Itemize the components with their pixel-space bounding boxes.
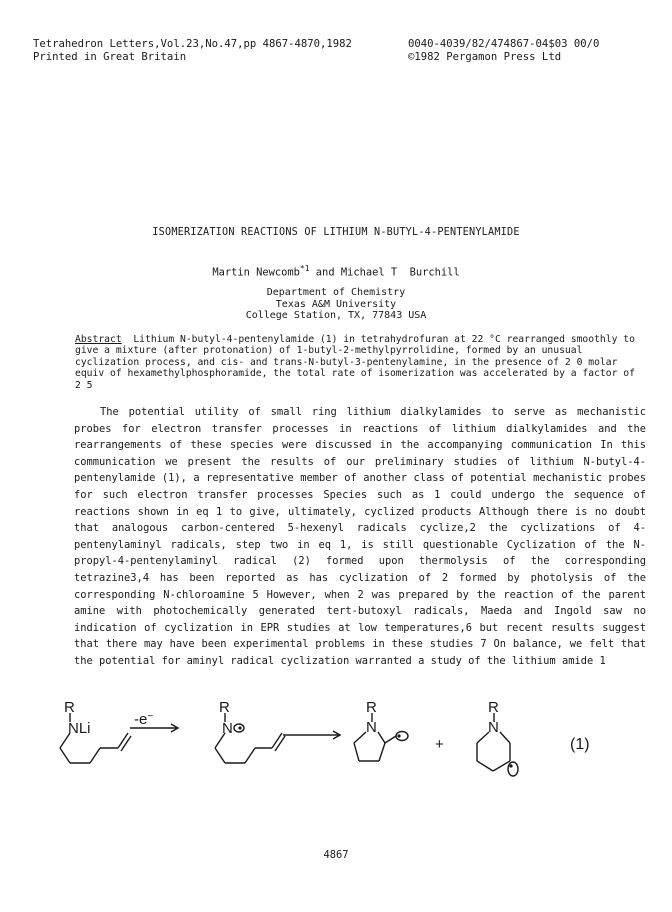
abstract-label: Abstract — [75, 334, 122, 345]
author-line — [0, 264, 672, 278]
nli-label: NLi — [68, 720, 91, 737]
affiliation-address: College Station, TX, 77843 USA — [245, 310, 427, 321]
r-group-label: R — [488, 700, 499, 716]
copyright-block — [408, 38, 599, 64]
affiliation-department: Department of Chemistry — [266, 287, 406, 298]
printed-line: Printed in Great Britain — [33, 51, 187, 63]
paper-title: ISOMERIZATION REACTIONS OF LITHIUM N-BUTYL-4-PENTENYLAMIDE — [152, 227, 520, 238]
author-2: Michael T Burchill — [340, 266, 460, 279]
r-group-label: R — [64, 700, 75, 716]
issn-line: 0040-4039/82/474867-04$03 00/0 — [408, 38, 600, 50]
reaction-scheme-eq1 — [50, 700, 620, 850]
r-group-label: R — [219, 700, 230, 716]
n-label: N — [222, 720, 233, 737]
r-group-label: R — [366, 700, 377, 716]
page-number: 4867 — [323, 849, 349, 861]
author-joiner: and — [309, 266, 341, 279]
affiliation-university: Texas A&M University — [275, 298, 397, 310]
abstract-text: Lithium N-butyl-4-pentenylamide (1) in tetrahydrofuran at 22 °C rearranged smoothly to give a mixture (after protonation) of 1-butyl-2-methylpyrrolidine, formed by an unusual cyclization process, and cis- and trans-N-butyl-3-pentenylamine, in the presence of 2 0 molar equiv of hexamethylphosphoramide, the total rate of isomerization was accelerated by a factor of 2 5 — [75, 334, 635, 391]
citation-line: Tetrahedron Letters,Vol.23,No.47,pp 4867-4870,1982 — [33, 38, 352, 50]
author-1-footnote-mark: *1 — [299, 264, 310, 273]
affiliation — [0, 287, 672, 322]
copyright-line: ©1982 Pergamon Press Ltd — [408, 51, 562, 63]
author-1: Martin Newcomb — [212, 266, 300, 279]
n-label: N — [366, 719, 377, 736]
plus-sign: + — [435, 736, 444, 753]
body-paragraph: The potential utility of small ring lithium dialkylamides to serve as mechanistic probes for electron transfer processes in reactions of lithium dialkylamides and the rearrangements of these species were discussed in the accompanying communication In this communication we present the results of our preliminary studies of lithium N-butyl-4-pentenylamide (1), a representative member of another class of potential mechanistic probes for such electron transfer processes Species such as 1 could undergo the sequence of reactions shown in eq 1 to give, ultimately, cyclized products Although there is no doubt that analogous carbon-centered 5-hexenyl radicals cyclize,2 the cyclizations of 4-pentenylaminyl radicals, step two in eq 1, is still questionable Cyclization of the N-propyl-4-pentenylaminyl radical (2) formed upon thermolysis of the corresponding tetrazine3,4 has been reported as has cyclization of 2 formed by photolysis of the corresponding N-chloroamine 5 However, when 2 was prepared by the reaction of the parent amine with photochemically generated tert-butoxyl radicals, Maeda and Ingold saw no indication of cyclization in EPR studies at low temperatures,6 but recent results suggest that there may have been experimental problems in these studies 7 On balance, we felt that the potential for aminyl radical cyclization warranted a study of the lithium amide 1 — [74, 406, 646, 667]
n-label: N — [488, 719, 499, 736]
equation-number: (1) — [570, 736, 590, 753]
radical-orbital-icon — [508, 762, 518, 776]
abstract — [75, 334, 635, 391]
electron-loss-label: -e− — [134, 711, 154, 728]
journal-citation — [33, 38, 352, 64]
